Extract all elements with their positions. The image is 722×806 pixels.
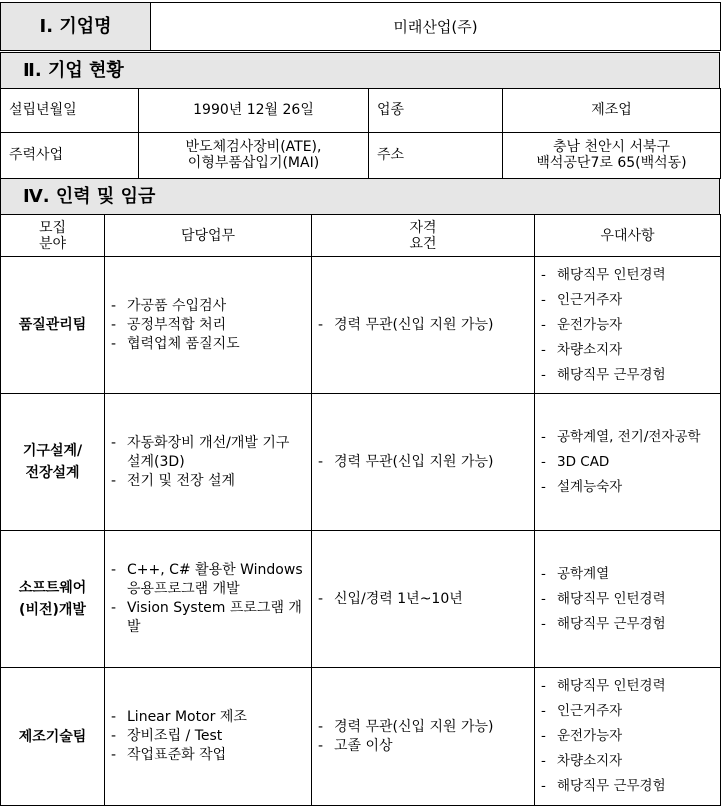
preference-item: - 운전가능자 [541, 313, 714, 338]
preference-item: - 해당직무 인턴경력 [541, 674, 714, 699]
qualification-item: - 경력 무관(신입 지원 가능) [318, 453, 528, 472]
job-field-cell [1, 394, 105, 531]
duty-item: - Vision System 프로그램 개발 [111, 599, 305, 637]
preference-item: - 공학계열, 전기/전자공학 [541, 425, 714, 450]
job-field-cell [1, 668, 105, 806]
duty-item: - 작업표준화 작업 [111, 746, 305, 765]
job-field-name: 기구설계/ [22, 443, 83, 459]
business-value [139, 133, 369, 179]
section-hiring-label: Ⅳ. 인력 및 임금 [1, 179, 720, 215]
duty-list [105, 561, 311, 637]
address-label: 주소 [369, 133, 503, 179]
preference-cell [535, 668, 721, 806]
founded-label: 설립년월일 [1, 89, 139, 133]
duty-item: - 장비조립 / Test [111, 727, 305, 746]
qualification-item: - 경력 무관(신입 지원 가능) [318, 718, 528, 737]
section-overview-label: Ⅱ. 기업 현황 [1, 53, 720, 89]
qualification-item: - 고졸 이상 [318, 737, 528, 756]
duty-item: - 공정부적합 처리 [111, 316, 305, 335]
job-row [1, 668, 721, 806]
qualification-cell [312, 257, 535, 394]
qualification-cell [312, 668, 535, 806]
job-field-name: (비전)개발 [19, 602, 86, 618]
job-field-cell [1, 257, 105, 394]
qualification-list [312, 453, 534, 472]
job-field-name: 품질관리팀 [18, 317, 87, 333]
preference-item: - 해당직무 근무경험 [541, 774, 714, 799]
job-row [1, 257, 721, 394]
col-field-header-line-2: 분야 [38, 235, 67, 252]
overview-header-table [0, 52, 720, 89]
job-field-cell [1, 531, 105, 668]
duty-list [105, 297, 311, 354]
address-value-line-1: 충남 천안시 서북구 [552, 139, 671, 156]
company-name-table [0, 2, 721, 51]
col-duty-header: 담당업무 [105, 215, 312, 257]
preference-item: - 공학계열 [541, 562, 714, 587]
business-value-line-1: 반도체검사장비(ATE), [185, 139, 322, 156]
hiring-table-header-row [1, 215, 721, 257]
qualification-list [312, 590, 534, 609]
preference-list [535, 562, 720, 637]
preference-list [535, 674, 720, 799]
preference-item: - 인근거주자 [541, 699, 714, 724]
duty-item: - 협력업체 품질지도 [111, 335, 305, 354]
duty-item: - 가공품 수입검사 [111, 297, 305, 316]
qualification-list [312, 316, 534, 335]
duty-item: - 자동화장비 개선/개발 기구 설계(3D) [111, 434, 305, 472]
duty-cell [105, 257, 312, 394]
preference-cell [535, 531, 721, 668]
duty-item: - C++, C# 활용한 Windows 응용프로그램 개발 [111, 561, 305, 599]
industry-value: 제조업 [503, 89, 721, 133]
preference-item: - 3D CAD [541, 450, 714, 475]
preference-item: - 인근거주자 [541, 288, 714, 313]
business-label: 주력사업 [1, 133, 139, 179]
preference-list [535, 425, 720, 500]
company-name: 미래산업(주) [151, 3, 721, 51]
duty-list [105, 708, 311, 765]
preference-item: - 차량소지자 [541, 338, 714, 363]
preference-item: - 해당직무 근무경험 [541, 612, 714, 637]
col-field-header-line-1: 모집 [38, 219, 67, 236]
address-value-line-2: 백석공단7로 65(백석동) [536, 154, 687, 171]
preference-item: - 해당직무 인턴경력 [541, 263, 714, 288]
job-row [1, 531, 721, 668]
col-qualification-header [312, 215, 535, 257]
preference-item: - 운전가능자 [541, 724, 714, 749]
preference-item: - 해당직무 인턴경력 [541, 587, 714, 612]
preference-cell [535, 257, 721, 394]
job-field-name: 전장설계 [25, 465, 80, 481]
job-row [1, 394, 721, 531]
job-field-name: 제조기술팀 [18, 728, 87, 745]
col-preference-header: 우대사항 [535, 215, 721, 257]
industry-label: 업종 [369, 89, 503, 133]
qualification-item: - 신입/경력 1년~10년 [318, 590, 528, 609]
job-field-name: 소프트웨어 [18, 580, 87, 596]
col-qualification-header-line-1: 자격 [409, 219, 437, 236]
qualification-list [312, 718, 534, 756]
business-value-line-2: 이형부품삽입기(MAI) [187, 154, 320, 171]
qualification-cell [312, 394, 535, 531]
founded-value: 1990년 12월 26일 [139, 89, 369, 133]
hiring-table [0, 214, 721, 806]
duty-item: - 전기 및 전장 설계 [111, 472, 305, 491]
preference-list [535, 263, 720, 388]
col-qualification-header-line-2: 요건 [409, 235, 437, 252]
duty-cell [105, 531, 312, 668]
duty-cell [105, 668, 312, 806]
preference-item: - 설계능숙자 [541, 475, 714, 500]
hiring-header-table [0, 178, 720, 215]
section-company-label: Ⅰ. 기업명 [1, 3, 151, 51]
preference-item: - 해당직무 근무경험 [541, 363, 714, 388]
qualification-cell [312, 531, 535, 668]
qualification-item: - 경력 무관(신입 지원 가능) [318, 316, 528, 335]
duty-item: - Linear Motor 제조 [111, 708, 305, 727]
duty-cell [105, 394, 312, 531]
preference-item: - 차량소지자 [541, 749, 714, 774]
preference-cell [535, 394, 721, 531]
duty-list [105, 434, 311, 491]
address-value [503, 133, 721, 179]
overview-table [0, 88, 721, 179]
col-field-header [1, 215, 105, 257]
